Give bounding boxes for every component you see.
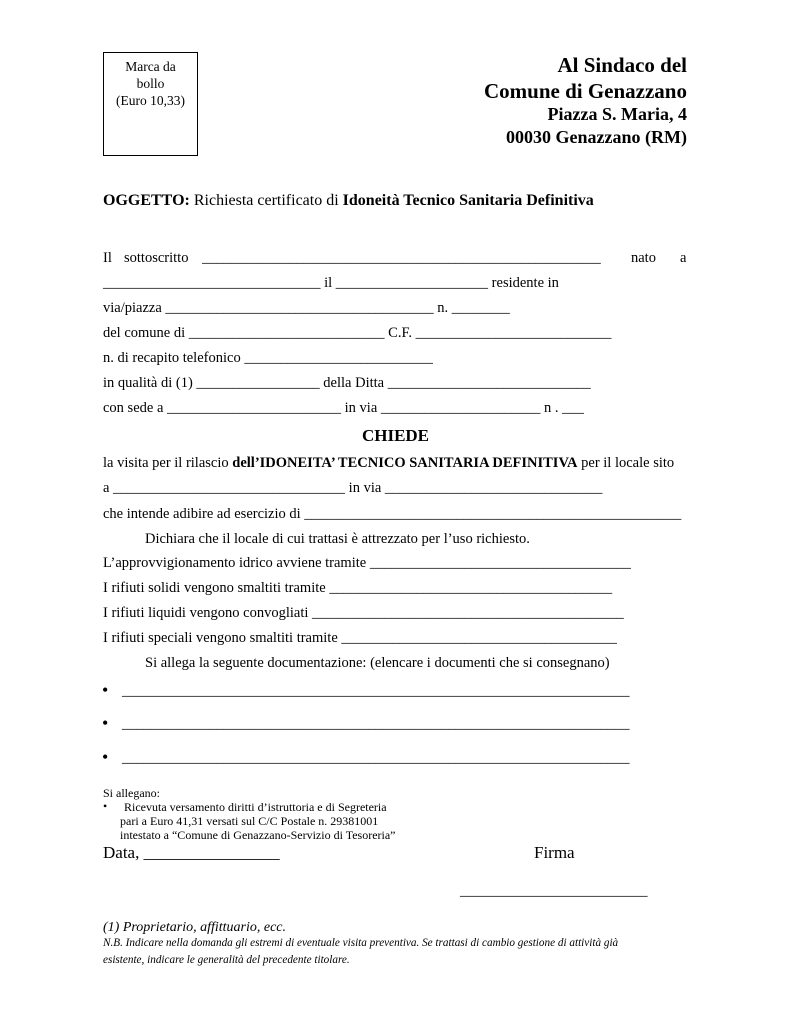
doc-line-3: ______________________________________________________________________ [122,750,630,766]
declaration-line-3: I rifiuti solidi vengono smaltiti tramite _______________________________________ [103,580,613,596]
firma-label: Firma [534,843,575,862]
note-2: N.B. Indicare nella domanda gli estremi di eventuale visita preventiva. Se trattasi di cambio gestione di attività già [103,937,619,949]
form-line-1d: nato [631,250,656,266]
doc-line-1: ______________________________________________________________________ [122,683,630,699]
form-line-7: con sede a ________________________ in via ______________________ n . ___ [103,400,584,416]
signature-line: _________________________ [460,883,648,899]
recipient-line-1: Al Sindaco del [557,53,687,77]
note-1: (1) Proprietario, affittuario, ecc. [103,920,287,935]
request-line-3: che intende adibire ad esercizio di ____________________________________________________ [103,506,682,522]
form-line-3: via/piazza _____________________________________ n. ________ [103,300,510,316]
declaration-line-1: Dichiara che il locale di cui trattasi è attrezzato per l’uso richiesto. [145,531,530,547]
subject [103,192,594,210]
stamp-box [103,52,198,156]
form-line-4: del comune di ___________________________ C.F. ___________________________ [103,325,612,341]
form-line-6: in qualità di (1) _________________ della Ditta ____________________________ [103,375,591,391]
form-line-2: ______________________________ il _____________________ residente in [103,275,559,291]
subject-bold: Idoneità Tecnico Sanitaria Definitiva [342,192,594,209]
declaration-line-4: I rifiuti liquidi vengono convogliati ___________________________________________ [103,605,624,621]
recipient-line-3: Piazza S. Maria, 4 [547,104,687,124]
doc-bullet-1: • [102,680,109,700]
subject-text: Richiesta certificato di [189,192,343,209]
form-line-1b: sottoscritto [124,250,189,266]
request-line-2: a ________________________________ in via ______________________________ [103,480,603,496]
attachments-line-2: pari a Euro 41,31 versati sul C/C Postale n. 29381001 [120,814,379,828]
request-line-1 [103,455,674,472]
form-line-1e: a [680,250,687,266]
stamp-line-3: (Euro 10,33) [116,93,185,108]
recipient-line-2: Comune di Genazzano [483,79,687,103]
declaration-line-5: I rifiuti speciali vengono smaltiti tramite ______________________________________ [103,630,617,646]
date-field: Data, ________________ [103,843,280,862]
note-3: esistente, indicare le generalità del precedente titolare. [103,954,350,966]
declaration-line-6: Si allega la seguente documentazione: (elencare i documenti che si consegnano) [145,655,610,671]
subject-label: OGGETTO: [103,192,190,209]
attachments-bullet: • [103,799,108,813]
form-line-1a: Il [103,250,112,266]
form-line-5: n. di recapito telefonico __________________________ [103,350,433,366]
attachments-line-3: intestato a “Comune di Genazzano-Servizio di Tesoreria” [120,828,396,842]
chiede-heading: CHIEDE [361,426,430,445]
recipient-line-4: 00030 Genazzano (RM) [506,127,687,147]
request-post: per il locale sito [577,455,675,471]
request-bold: dell’IDONEITA’ TECNICO SANITARIA DEFINITIVA [232,455,578,471]
doc-line-2: ______________________________________________________________________ [122,716,630,732]
doc-bullet-2: • [102,713,109,733]
doc-bullet-3: • [102,747,109,767]
attachments-line-1: Ricevuta versamento diritti d’istruttoria e di Segreteria [124,800,387,814]
form-line-1c: _______________________________________________________ [202,250,601,266]
declaration-line-2: L’approvvigionamento idrico avviene tramite ____________________________________ [103,555,631,571]
stamp-line-1: Marca da [125,59,176,74]
stamp-line-2: bollo [136,76,165,91]
request-pre: la visita per il rilascio [103,455,233,471]
attachments-title: Si allegano: [103,786,160,800]
